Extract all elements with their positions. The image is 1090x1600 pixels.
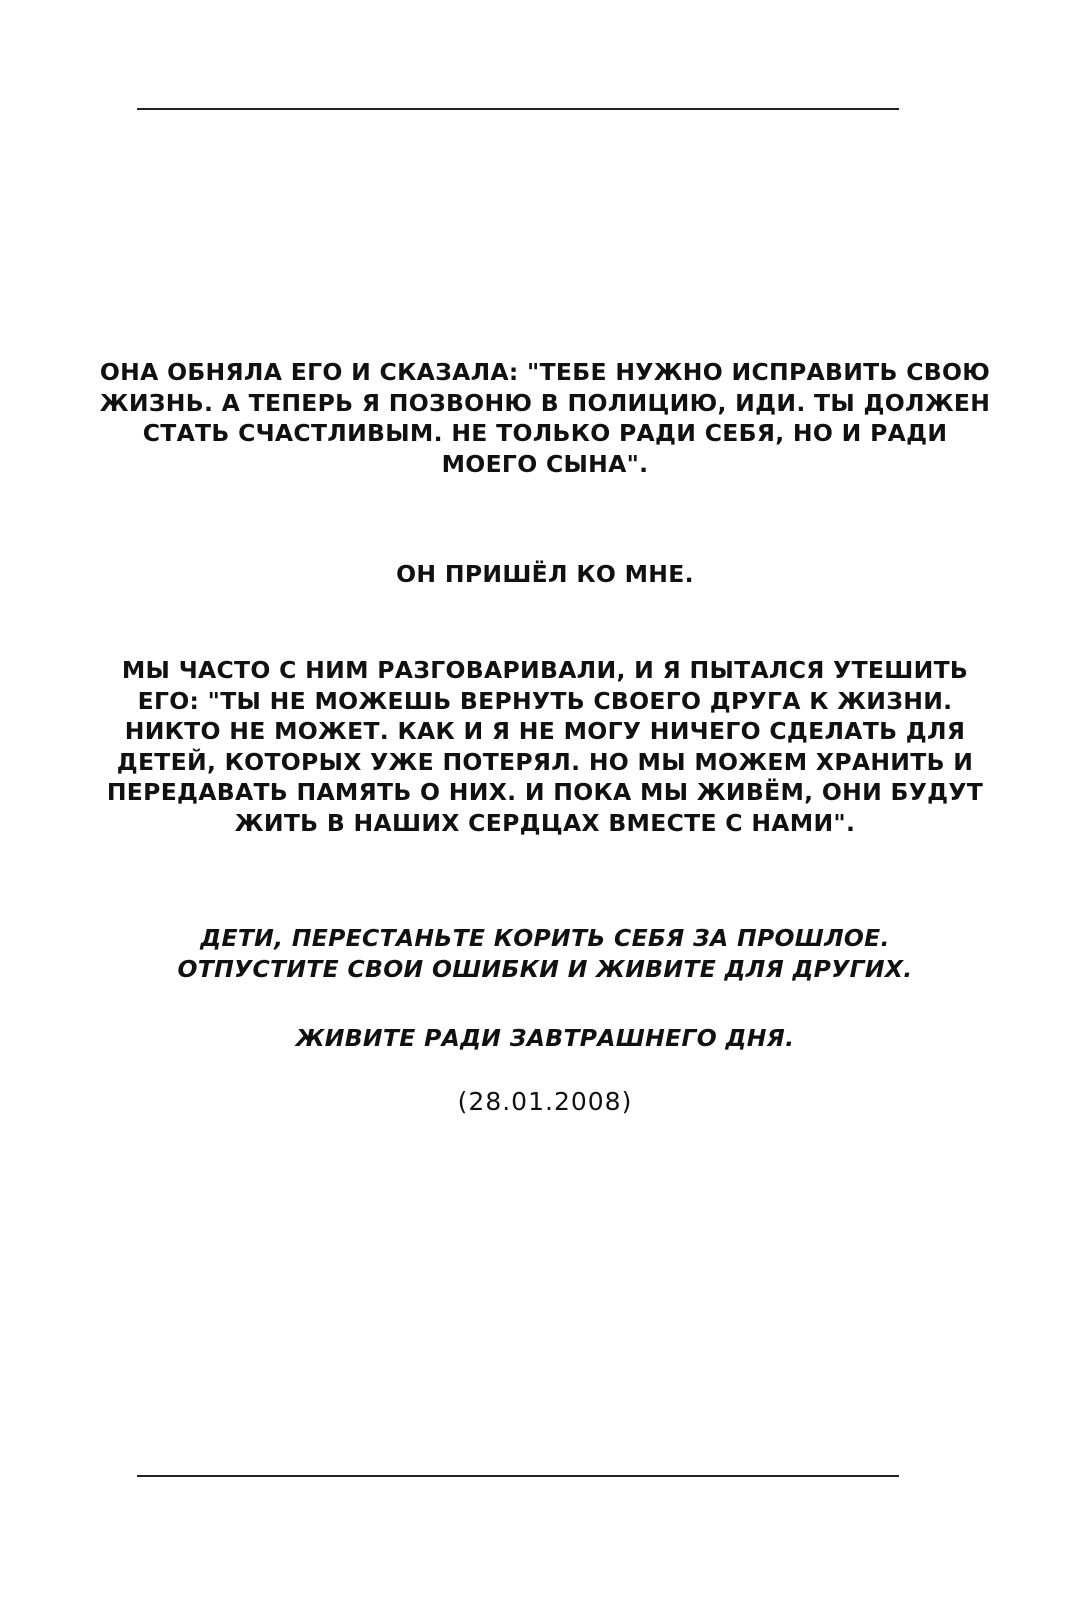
appeal-to-children [60,923,1030,984]
text-line: СТАТЬ СЧАСТЛИВЫМ. НЕ ТОЛЬКО РАДИ СЕБЯ, НО И РАДИ [142,419,948,447]
top-divider [137,108,899,110]
text-line: ЕГО: "ТЫ НЕ МОЖЕШЬ ВЕРНУТЬ СВОЕГО ДРУГА К ЖИЗНИ. [137,686,953,715]
text-line: ОТПУСТИТЕ СВОИ ОШИБКИ И ЖИВИТЕ ДЛЯ ДРУГИХ. [177,954,913,983]
date-text: (28.01.2008) [457,1087,633,1116]
text-line: ПЕРЕДАВАТЬ ПАМЯТЬ О НИХ. И ПОКА МЫ ЖИВЁМ, ОНИ БУДУТ [106,778,984,806]
paragraph-conversations [60,655,1030,838]
date-stamp [60,1087,1030,1118]
motto-text: ЖИВИТЕ РАДИ ЗАВТРАШНЕГО ДНЯ. [295,1024,795,1052]
text-line: ДЕТЕЙ, КОТОРЫХ УЖЕ ПОТЕРЯЛ. НО МЫ МОЖЕМ ХРАНИТЬ И [116,747,974,776]
paragraph-mother-words [60,357,1030,479]
paragraph-he-came [60,559,1030,590]
text-line: ДЕТИ, ПЕРЕСТАНЬТЕ КОРИТЬ СЕБЯ ЗА ПРОШЛОЕ. [200,924,890,952]
text-line: ОНА ОБНЯЛА ЕГО И СКАЗАЛА: "ТЕБЕ НУЖНО ИСПРАВИТЬ СВОЮ [99,358,991,386]
bottom-divider [137,1475,899,1477]
text-line: МЫ ЧАСТО С НИМ РАЗГОВАРИВАЛИ, И Я ПЫТАЛСЯ УТЕШИТЬ [121,656,969,684]
text-line: НИКТО НЕ МОЖЕТ. КАК И Я НЕ МОГУ НИЧЕГО СДЕЛАТЬ ДЛЯ [124,717,966,745]
text-line: ЖИТЬ В НАШИХ СЕРДЦАХ ВМЕСТЕ С НАМИ". [234,808,856,837]
motto [60,1023,1030,1054]
text-line: ОН ПРИШЁЛ КО МНЕ. [396,560,694,588]
text-line: МОЕГО СЫНА". [441,449,649,478]
text-line: ЖИЗНЬ. А ТЕПЕРЬ Я ПОЗВОНЮ В ПОЛИЦИЮ, ИДИ. ТЫ ДОЛЖЕН [99,388,991,417]
